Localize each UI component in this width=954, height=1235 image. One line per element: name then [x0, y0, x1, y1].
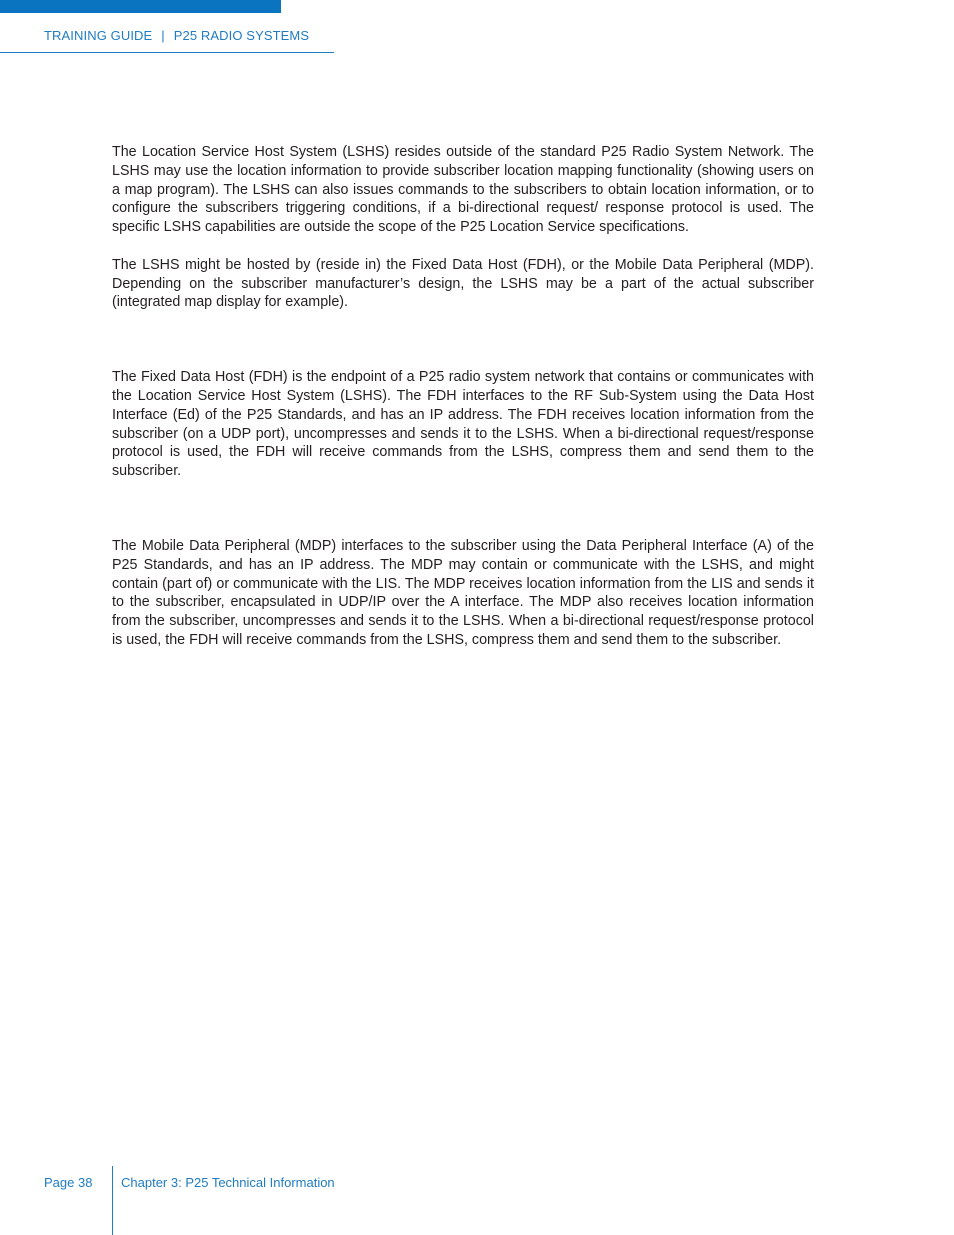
paragraph-spacer: [112, 237, 814, 256]
body-text: [112, 143, 814, 650]
header-rule: [0, 52, 334, 53]
header-accent-bar: [0, 0, 281, 13]
footer-divider: [112, 1166, 113, 1235]
header-separator: |: [161, 28, 165, 43]
paragraph-lshs-overview: The Location Service Host System (LSHS) resides outside of the standard P25 Radio System Network. The LSHS may use the location information to provide subscriber location mapping functionality (showing users on a map program). The LSHS can also issues commands to the subscribers to obtain location information, or to configure the subscribers triggering conditions, if a bi-directional request/ response protocol is used. The specific LSHS capabilities are outside the scope of the P25 Location Service specifications.: [112, 144, 814, 236]
header-guide-label: TRAINING GUIDE: [44, 28, 153, 43]
running-header: [44, 28, 309, 43]
paragraph-lshs-hosting: The LSHS might be hosted by (reside in) the Fixed Data Host (FDH), or the Mobile Data Peripheral (MDP). Depending on the subscriber manufacturer’s design, the LSHS may be a part of the actual subscriber (integrated map display for example).: [112, 256, 814, 311]
section-spacer: [112, 312, 814, 368]
section-spacer: [112, 481, 814, 537]
footer-page-number: Page 38: [44, 1175, 93, 1190]
header-subject-label: P25 RADIO SYSTEMS: [173, 28, 310, 43]
paragraph-mdp: The Mobile Data Peripheral (MDP) interfaces to the subscriber using the Data Peripheral Interface (A) of the P25 Standards, and has an IP address. The MDP may contain or communicate with the LSHS, and might contain (part of) or communicate with the LIS. The MDP receives location information from the LIS and sends it to the subscriber, encapsulated in UDP/IP over the A interface. The MDP also receives location information from the subscriber, uncompresses and sends it to the LSHS. When a bi-directional request/response protocol is used, the FDH will receive commands from the LSHS, compress them and send them to the subscriber.: [112, 537, 814, 648]
paragraph-fdh: The Fixed Data Host (FDH) is the endpoint of a P25 radio system network that contains or communicates with the Location Service Host System (LSHS). The FDH interfaces to the RF Sub-System using the Data Host Interface (Ed) of the P25 Standards, and has an IP address. The FDH receives location information from the subscriber (on a UDP port), uncompresses and sends it to the LSHS. When a bi-directional request/response protocol is used, the FDH will receive commands from the LSHS, compress them and send them to the subscriber.: [112, 369, 814, 480]
footer-chapter-title: Chapter 3: P25 Technical Information: [121, 1175, 335, 1190]
